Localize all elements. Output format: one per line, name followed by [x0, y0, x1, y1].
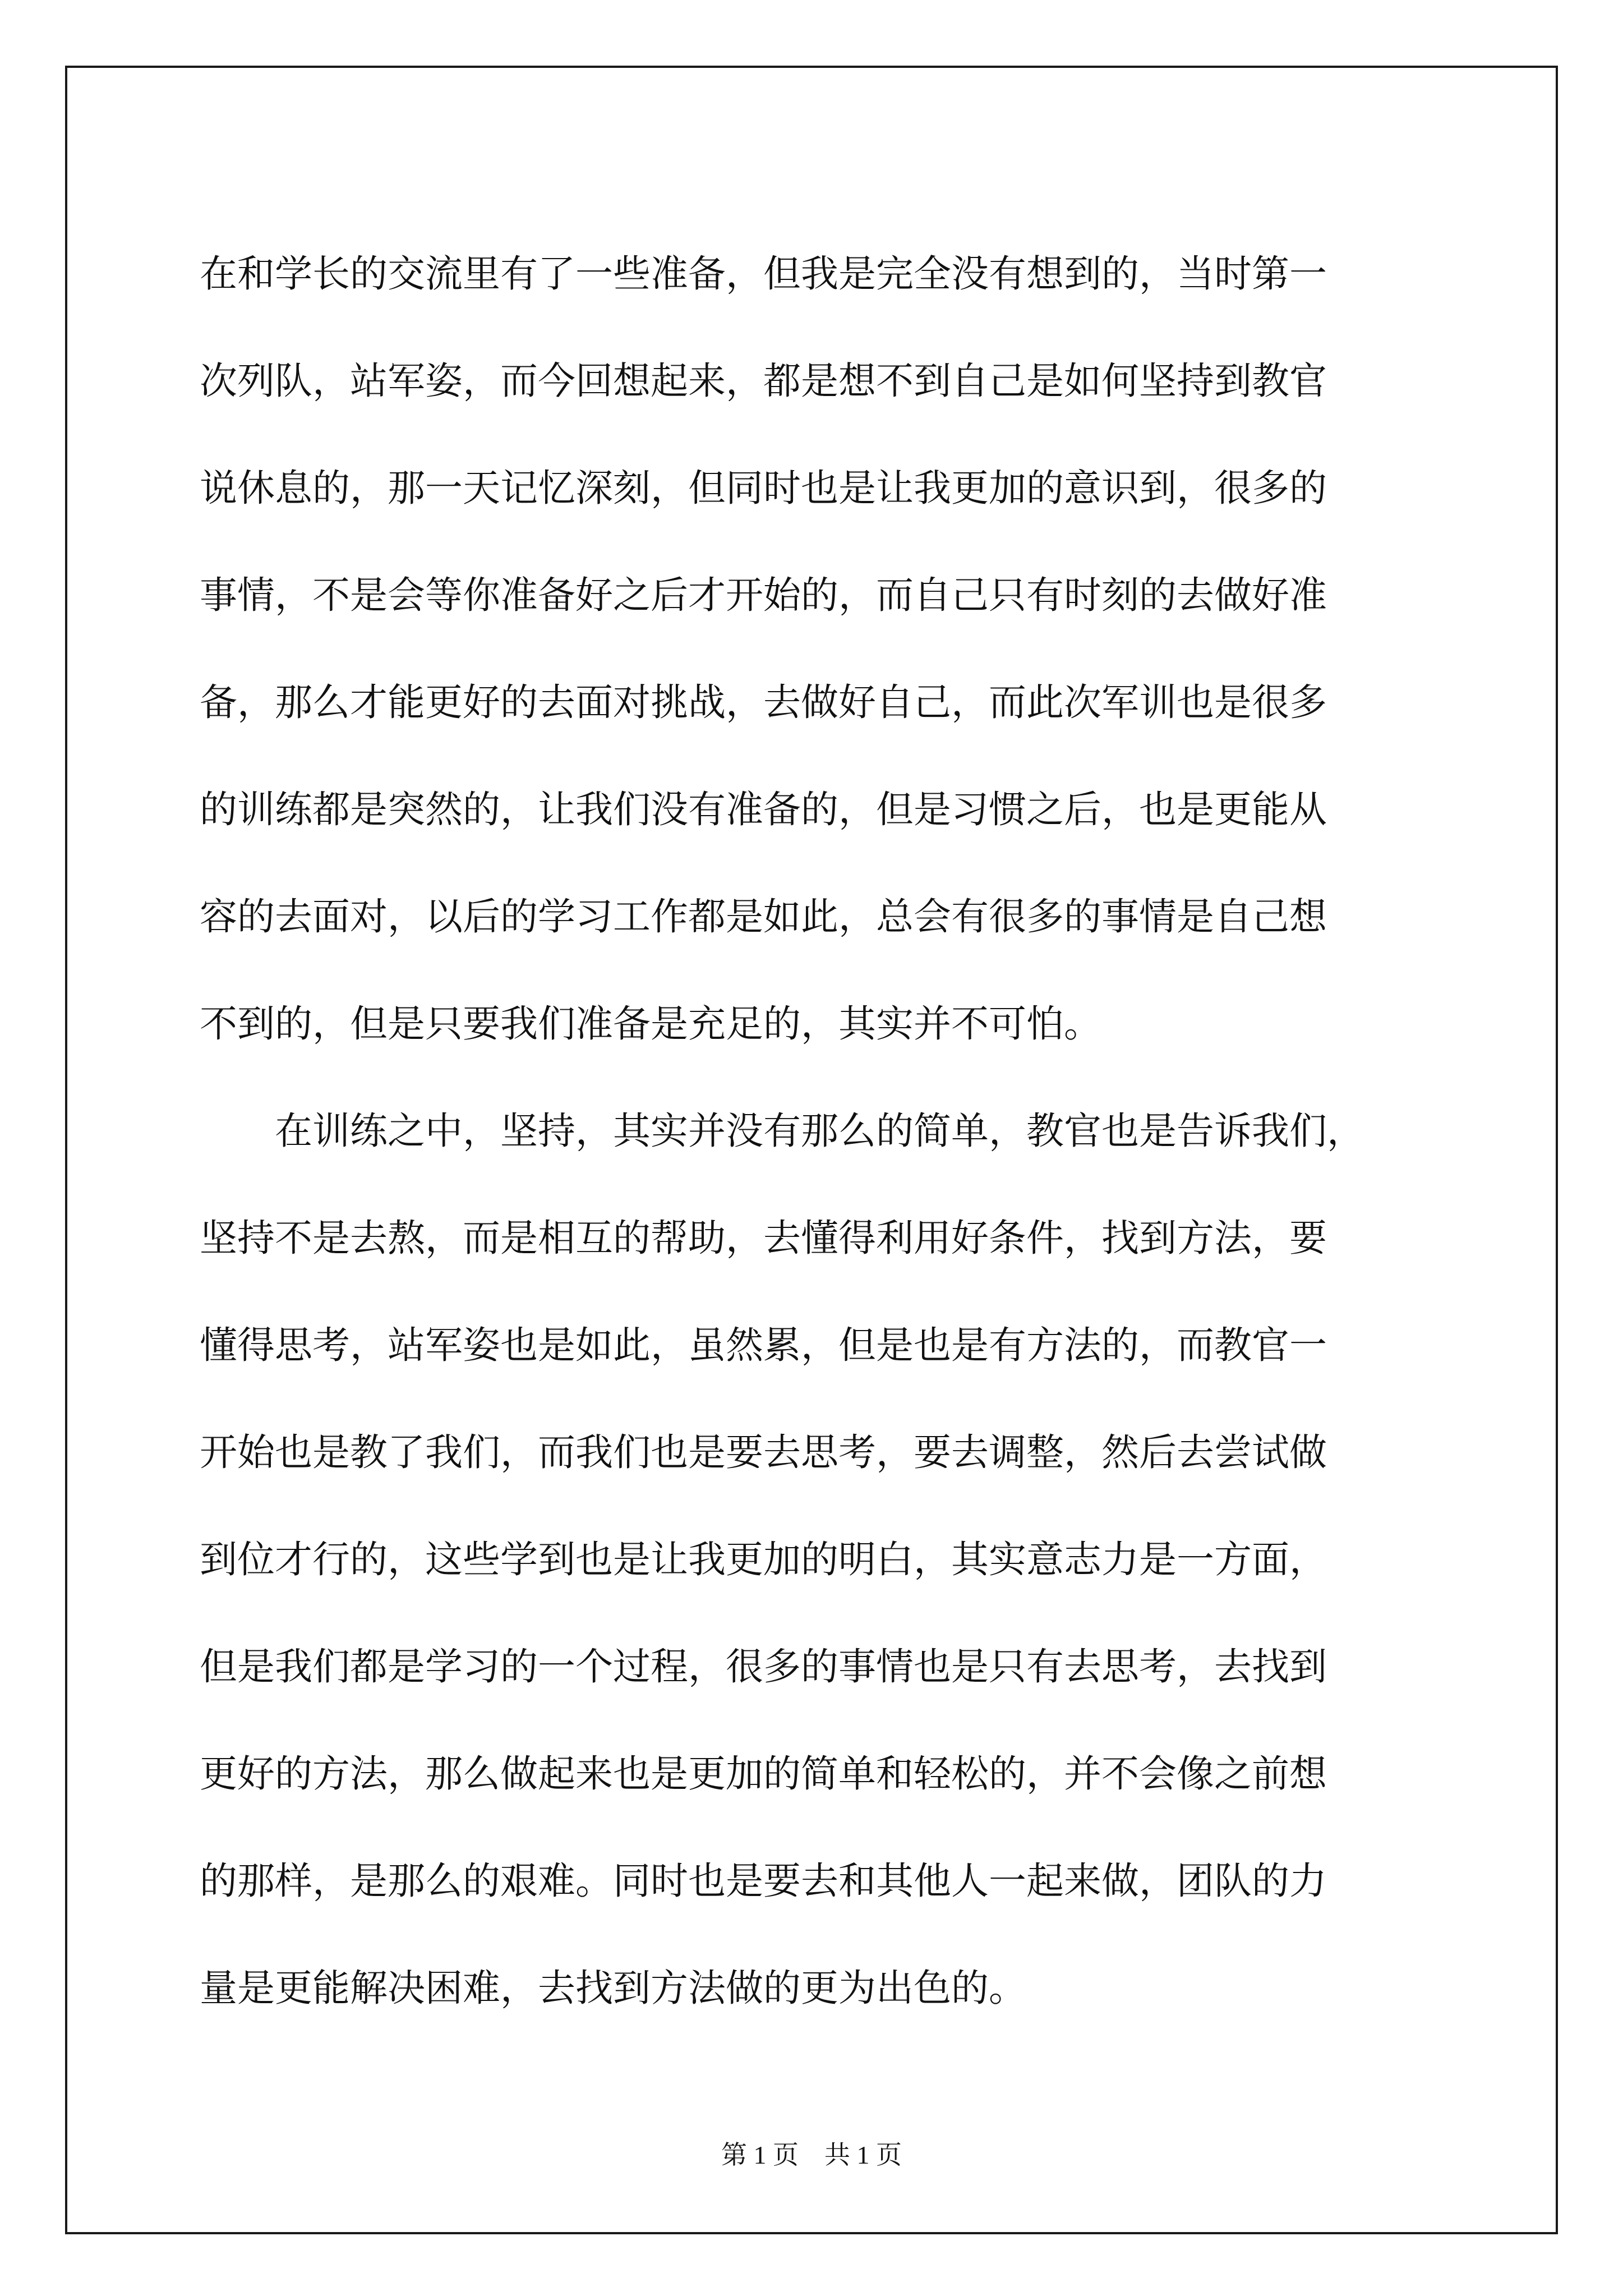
text-line: 懂得思考，站军姿也是如此，虽然累，但是也是有方法的，而教官一 — [200, 1323, 1327, 1367]
text-line: 事情，不是会等你准备好之后才开始的，而自己只有时刻的去做好准 — [200, 573, 1327, 617]
text-line: 但是我们都是学习的一个过程，很多的事情也是只有去思考，去找到 — [200, 1645, 1327, 1688]
text-line: 更好的方法，那么做起来也是更加的简单和轻松的，并不会像之前想 — [200, 1752, 1327, 1796]
text-line: 到位才行的，这些学到也是让我更加的明白，其实意志力是一方面， — [200, 1538, 1327, 1581]
paragraph-start-line: 在训练之中，坚持，其实并没有那么的简单，教官也是告诉我们， — [200, 1109, 1364, 1153]
text-line: 的那样，是那么的艰难。同时也是要去和其他人一起来做，团队的力 — [200, 1859, 1327, 1903]
text-line: 说休息的，那一天记忆深刻，但同时也是让我更加的意识到，很多的 — [200, 466, 1327, 510]
text-line: 开始也是教了我们，而我们也是要去思考，要去调整，然后去尝试做 — [200, 1430, 1327, 1474]
page-footer: 第 1 页 共 1 页 — [721, 2141, 902, 2169]
text-line: 的训练都是突然的，让我们没有准备的，但是习惯之后，也是更能从 — [200, 788, 1327, 831]
text-line: 次列队，站军姿，而今回想起来，都是想不到自己是如何坚持到教官 — [200, 359, 1327, 403]
text-line: 量是更能解决困难，去找到方法做的更为出色的。 — [200, 1966, 1026, 2010]
document-body — [200, 220, 1433, 2042]
text-line: 在和学长的交流里有了一些准备，但我是完全没有想到的，当时第一 — [200, 252, 1327, 296]
text-line: 容的去面对，以后的学习工作都是如此，总会有很多的事情是自己想 — [200, 895, 1327, 938]
text-line: 坚持不是去熬，而是相互的帮助，去懂得利用好条件，找到方法，要 — [200, 1216, 1327, 1260]
text-line: 不到的，但是只要我们准备是充足的，其实并不可怕。 — [200, 1002, 1101, 1046]
text-line: 备，那么才能更好的去面对挑战，去做好自己，而此次军训也是很多 — [200, 680, 1327, 724]
